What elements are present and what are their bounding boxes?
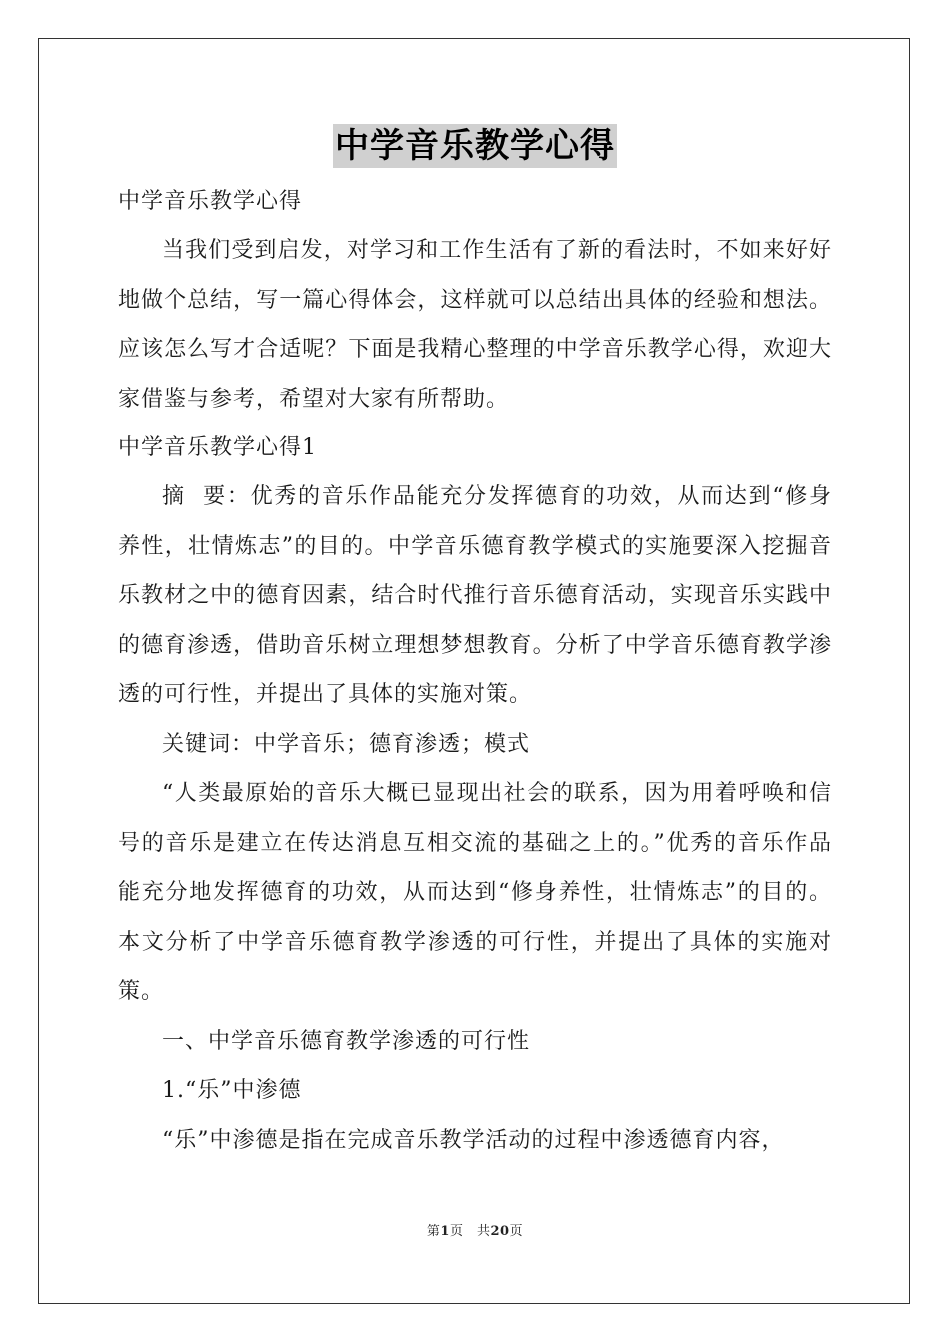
keywords-paragraph: 关键词：中学音乐；德育渗透；模式 (162, 731, 531, 757)
footer-prefix: 第 (426, 1224, 441, 1239)
footer-suffix: 页 (509, 1224, 524, 1239)
heading-one: 一、中学音乐德育教学渗透的可行性 (162, 1028, 531, 1054)
last-paragraph: “乐”中渗德是指在完成音乐教学活动的过程中渗透德育内容， (162, 1127, 785, 1153)
document-body (118, 178, 832, 1165)
footer-page-number: 1 (440, 1224, 450, 1239)
footer-page-total: 20 (490, 1224, 510, 1239)
title-wrapper (0, 124, 950, 168)
page-footer (0, 1220, 950, 1239)
document-title: 中学音乐教学心得 (335, 126, 615, 166)
document-subtitle: 中学音乐教学心得 (118, 189, 303, 214)
section-heading: 中学音乐教学心得1 (118, 435, 317, 460)
abstract-paragraph: 摘 要：优秀的音乐作品能充分发挥德育的功效，从而达到“修身养性，壮情炼志”的目的。中学音乐德育教学模式的实施要深入挖掘音乐教材之中的德育因素，结合时代推行音乐德育活动，实现音乐实践中的德育渗透，借助音乐树立理想梦想教育。分析了中学音乐德育教学渗透的可行性，并提出了具体的实施对策。 (118, 484, 832, 707)
intro-paragraph: 当我们受到启发，对学习和工作生活有了新的看法时，不如来好好地做个总结，写一篇心得体会，这样就可以总结出具体的经验和想法。应该怎么写才合适呢？下面是我精心整理的中学音乐教学心得，欢迎大家借鉴与参考，希望对大家有所帮助。 (118, 238, 832, 412)
quote-paragraph: “人类最原始的音乐大概已显现出社会的联系，因为用着呼唤和信号的音乐是建立在传达消息互相交流的基础之上的。”优秀的音乐作品能充分地发挥德育的功效，从而达到“修身养性，壮情炼志”的目的。本文分析了中学音乐德育教学渗透的可行性，并提出了具体的实施对策。 (118, 781, 832, 1004)
footer-mid: 页 共 (449, 1224, 491, 1239)
heading-one-1: 1.“乐”中渗德 (162, 1078, 302, 1103)
